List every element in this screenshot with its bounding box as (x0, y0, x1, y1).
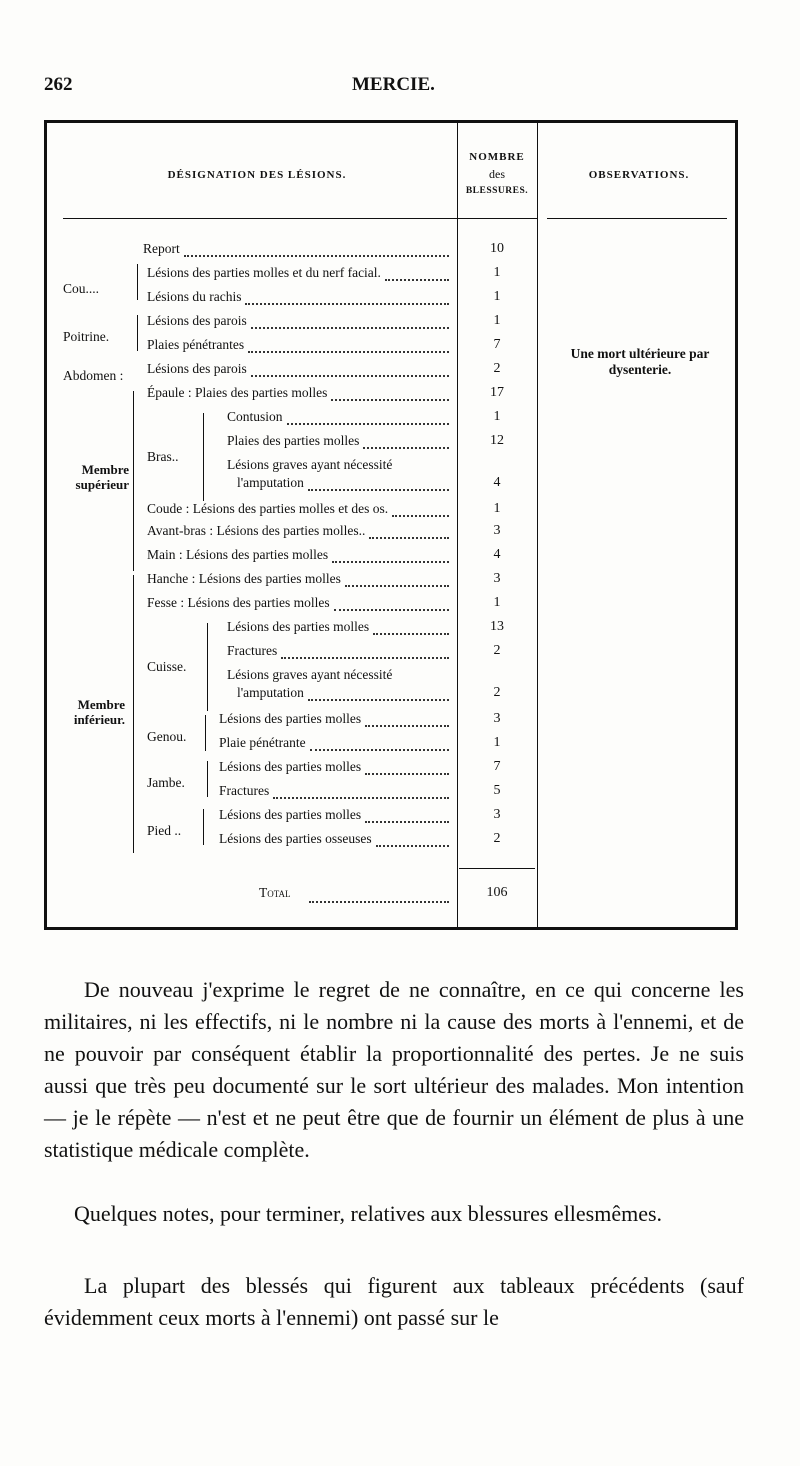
brace (203, 809, 204, 845)
leader-dots (251, 359, 449, 377)
total-rule (459, 868, 535, 869)
row-value: 1 (493, 289, 501, 304)
leader-dots (308, 683, 449, 701)
row-value: 3 (493, 523, 501, 538)
header-count-line: des (489, 167, 505, 181)
group-poitrine: Poitrine. (63, 329, 110, 344)
row-label: Lésions des parties molles (219, 711, 362, 726)
group-genou: Genou. (147, 729, 187, 744)
row-label: Contusion (227, 409, 283, 424)
leader-dots (365, 757, 449, 775)
row-value: 4 (493, 547, 501, 562)
row-value: 3 (493, 711, 501, 726)
row-label: Lésions graves ayant nécessité (227, 667, 393, 682)
header-designation: DÉSIGNATION DES LÉSIONS. (167, 169, 347, 181)
row-value: 2 (493, 643, 501, 658)
row-label: Hanche : Lésions des parties molles (147, 571, 341, 586)
row-value: 1 (493, 409, 501, 424)
group-pied: Pied .. (147, 823, 182, 838)
row-label: Lésions du rachis (147, 289, 242, 304)
lesions-table (44, 120, 738, 930)
row-label: Fractures (227, 643, 278, 658)
row-value: 3 (493, 807, 501, 822)
row-value: 1 (493, 501, 501, 516)
group-bras: Bras.. (147, 449, 179, 464)
brace (207, 623, 208, 711)
group-cou: Cou.... (63, 281, 100, 296)
row-label: l'amputation (237, 475, 304, 490)
group-label-line: Membre (77, 697, 125, 712)
row-value: 3 (493, 571, 501, 586)
row-label: Main : Lésions des parties molles (147, 547, 329, 562)
brace (133, 575, 134, 853)
group-membre-superieur (49, 462, 129, 492)
row-value: 2 (493, 361, 501, 376)
leader-dots (365, 709, 449, 727)
observation-note: Une mort ultérieure par dysenterie. (570, 346, 710, 377)
row-label: Lésions des parties molles (227, 619, 370, 634)
paragraph-1: De nouveau j'exprime le regret de ne connaître, en ce qui concerne les militaires, ni les effectifs, ni le nombre ni la cause des morts à l'ennemi, et de ne pouvoir par conséquent établir la proportionnalité des pertes. Je ne suis aussi que très peu documenté sur le sort ultérieur des malades. Mon intention — je le répète — n'est et ne peut être que de fournir un élément de plus à une statistique médicale complète. (44, 977, 744, 1162)
group-abdomen: Abdomen : (63, 368, 124, 383)
row-label: Épaule : Plaies des parties molles (147, 385, 328, 400)
group-jambe: Jambe. (147, 775, 185, 790)
running-head: MERCIE. (352, 74, 435, 95)
leader-dots (184, 239, 449, 257)
leader-dots (376, 829, 449, 847)
paragraph-3: La plupart des blessés qui figurent aux tableaux précédents (sauf évidemment ceux morts à l'ennemi) ont passé sur le (44, 1273, 744, 1330)
header-count-line: NOMBRE (469, 151, 525, 163)
row-label: Report (143, 241, 180, 256)
row-label: Plaies pénétrantes (147, 337, 245, 352)
leader-dots (385, 263, 449, 281)
leader-dots (345, 569, 449, 587)
leader-dots (392, 499, 449, 517)
paragraph-2: Quelques notes, pour terminer, relatives aux blessures ellesmêmes. (74, 1201, 663, 1226)
leader-dots (273, 781, 449, 799)
row-value: 12 (490, 433, 504, 448)
row-value: 10 (490, 241, 504, 256)
column-divider (537, 123, 538, 927)
row-label: Fesse : Lésions des parties molles (147, 595, 330, 610)
column-divider (457, 123, 458, 927)
row-value: 1 (493, 313, 501, 328)
group-label-line: Membre (81, 462, 129, 477)
leader-dots (332, 545, 449, 563)
leader-dots (363, 431, 449, 449)
row-value: 17 (490, 385, 504, 400)
brace (137, 315, 138, 351)
row-value: 5 (493, 783, 501, 798)
row-label: Lésions des parois (147, 313, 247, 328)
group-cuisse: Cuisse. (147, 659, 187, 674)
leader-dots (334, 593, 449, 611)
row-value: 7 (493, 337, 501, 352)
row-label: Lésions graves ayant nécessité (227, 457, 393, 472)
header-rule (63, 218, 457, 219)
row-value: 1 (493, 265, 501, 280)
row-label: Plaies des parties molles (227, 433, 360, 448)
row-label: Lésions des parties osseuses (219, 831, 372, 846)
group-label-line: inférieur. (73, 712, 125, 727)
page-number: 262 (44, 74, 73, 95)
row-label: Coude : Lésions des parties molles et des os. (147, 501, 389, 516)
header-rule (547, 218, 727, 219)
leader-dots (310, 733, 449, 751)
leader-dots (365, 805, 449, 823)
header-count (457, 149, 537, 200)
row-value: 7 (493, 759, 501, 774)
brace (137, 264, 138, 300)
leader-dots (369, 521, 449, 539)
header-observations: OBSERVATIONS. (588, 169, 690, 181)
leader-dots (248, 335, 449, 353)
row-value: 1 (493, 735, 501, 750)
leader-dots (251, 311, 449, 329)
leader-dots (287, 407, 449, 425)
leader-dots (281, 641, 449, 659)
row-value: 2 (493, 685, 501, 700)
total-label: Total (259, 885, 291, 900)
row-value: 4 (493, 475, 501, 490)
row-label: Lésions des parois (147, 361, 247, 376)
leader-dots (331, 383, 449, 401)
row-value: 13 (490, 619, 504, 634)
row-value: 2 (493, 831, 501, 846)
leader-dots (373, 617, 449, 635)
row-label: Avant-bras : Lésions des parties molles.. (147, 523, 366, 538)
row-label: l'amputation (237, 685, 304, 700)
brace (205, 715, 206, 751)
group-membre-inferieur (49, 697, 125, 727)
row-value: 1 (493, 595, 501, 610)
total-value: 106 (486, 885, 508, 900)
header-rule (457, 218, 537, 219)
leader-dots (309, 885, 449, 903)
group-label-line: supérieur (75, 477, 129, 492)
header-count-line: BLESSURES. (465, 186, 529, 196)
row-label: Plaie pénétrante (219, 735, 306, 750)
leader-dots (308, 473, 449, 491)
row-label: Lésions des parties molles (219, 759, 362, 774)
brace (203, 413, 204, 501)
row-label: Fractures (219, 783, 270, 798)
brace (133, 391, 134, 571)
row-label: Lésions des parties molles (219, 807, 362, 822)
leader-dots (245, 287, 449, 305)
row-label: Lésions des parties molles et du nerf facial. (147, 265, 381, 280)
brace (207, 761, 208, 797)
